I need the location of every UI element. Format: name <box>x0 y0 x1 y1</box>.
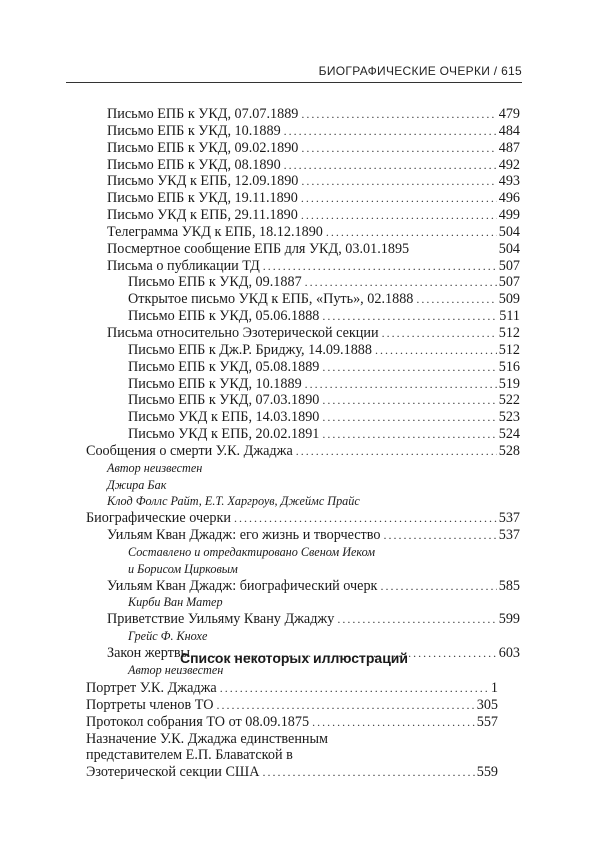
illustration-row <box>86 764 498 781</box>
toc-entry-title: Письма о публикации ТД <box>107 257 260 274</box>
leader-dots <box>284 123 497 140</box>
leader-dots <box>322 409 496 426</box>
illustrations-title: Список некоторых иллюстраций <box>179 650 409 666</box>
toc-entry-page: 524 <box>498 426 520 443</box>
toc-entry-title: Биографические очерки <box>86 510 231 527</box>
toc-entry-page: 493 <box>498 173 520 190</box>
toc-entry-title: Письмо УКД к ЕПБ, 14.03.1890 <box>128 409 320 426</box>
toc-entry-page: 496 <box>498 190 520 207</box>
illustration-page: 557 <box>476 713 498 730</box>
toc-entry <box>86 224 520 241</box>
illustration-title: Портрет У.К. Джаджа <box>86 680 217 696</box>
toc-entry-title: Письмо ЕПБ к УКД, 08.1890 <box>107 156 281 173</box>
illustration-title: Протокол собрания ТО от 08.09.1875 <box>86 713 310 730</box>
toc-entry-page: 479 <box>498 106 520 122</box>
illustration-row <box>86 680 498 697</box>
toc-entry-page: 537 <box>498 510 520 527</box>
toc-entry-page: 499 <box>498 207 520 224</box>
leader-dots <box>322 308 497 325</box>
toc-entry-page: 511 <box>499 308 520 325</box>
toc-entry-title: Письмо ЕПБ к УКД, 07.07.1889 <box>107 106 299 122</box>
toc-entry <box>86 291 520 308</box>
toc-entry-title: Письмо ЕПБ к УКД, 05.06.1888 <box>128 308 320 325</box>
leader-dots <box>305 376 497 393</box>
toc-entry-title: Телеграмма УКД к ЕПБ, 18.12.1890 <box>107 223 323 240</box>
toc-entry <box>86 140 520 157</box>
toc-entry <box>86 527 520 544</box>
toc-entry-title: Письмо ЕПБ к Дж.Р. Бриджу, 14.09.1888 <box>128 341 372 358</box>
toc-entry <box>86 106 520 123</box>
toc-entry-page: 512 <box>498 341 520 358</box>
toc-entry-title: Посмертное сообщение ЕПБ для УКД, 03.01.1895 <box>107 240 410 257</box>
toc-entry <box>86 342 520 359</box>
toc-entry <box>86 376 520 393</box>
illustration-row <box>86 697 498 714</box>
toc-entry <box>86 274 520 291</box>
toc-entry <box>86 611 520 628</box>
leader-dots <box>262 764 474 781</box>
illustration-title: Портреты членов ТО <box>86 696 214 713</box>
leader-dots <box>375 342 497 359</box>
toc-entry-title: Приветствие Уильяму Квану Джаджу <box>107 611 335 628</box>
leader-dots <box>296 443 497 460</box>
toc-entry-page: 507 <box>498 274 520 291</box>
leader-dots <box>337 611 496 628</box>
toc-author: Клод Фоллс Райт, Е.Т. Харгроув, Джеймс Прайс <box>107 494 360 509</box>
toc-entry-page: 504 <box>498 223 520 240</box>
toc-entry-page: 504 <box>498 240 520 257</box>
toc-entry <box>86 241 520 258</box>
toc-entry-page: 599 <box>498 611 520 628</box>
toc-entry-title: Открытое письмо УКД к ЕПБ, «Путь», 02.1888 <box>128 291 414 308</box>
leader-dots <box>416 291 496 308</box>
toc-entry-title: Уильям Кван Джадж: биографический очерк <box>107 577 378 594</box>
toc-entry-title: Письма относительно Эзотерической секции <box>107 324 379 341</box>
header-rule <box>66 82 522 83</box>
toc-entry-title: Письмо ЕПБ к УКД, 10.1889 <box>128 375 302 392</box>
toc-entry <box>86 258 520 275</box>
leader-dots <box>301 140 496 157</box>
leader-dots <box>380 578 496 595</box>
toc-entry-page: 603 <box>498 645 520 661</box>
toc-entry-title: Письмо ЕПБ к УКД, 19.11.1890 <box>107 190 298 207</box>
toc-entry-page: 507 <box>498 257 520 274</box>
leader-dots <box>263 258 497 275</box>
toc-entry <box>86 409 520 426</box>
toc-entry <box>86 207 520 224</box>
toc-entry <box>86 123 520 140</box>
toc-entry-title: Письмо ЕПБ к УКД, 10.1889 <box>107 122 281 139</box>
toc-entry-title: Письмо УКД к ЕПБ, 29.11.1890 <box>107 207 298 224</box>
leader-dots <box>322 426 496 443</box>
toc-author: Джира Бак <box>107 477 167 492</box>
toc-entry-page: 492 <box>498 156 520 173</box>
toc-author: и Борисом Цирковым <box>128 561 238 576</box>
toc-entry-title: Письмо ЕПБ к УКД, 05.08.1889 <box>128 358 320 375</box>
toc-entry-title: Письмо ЕПБ к УКД, 09.02.1890 <box>107 139 299 156</box>
toc-author: Автор неизвестен <box>128 662 224 677</box>
toc-entry-page: 512 <box>498 324 520 341</box>
leader-dots <box>305 274 497 291</box>
leader-dots <box>322 392 496 409</box>
leader-dots <box>234 510 497 527</box>
leader-dots <box>301 207 497 224</box>
toc-entry-page: 537 <box>498 527 520 544</box>
illustration-title: Эзотерической секции США <box>86 764 260 781</box>
toc-entry-title: Письмо ЕПБ к УКД, 07.03.1890 <box>128 392 320 409</box>
leader-dots <box>383 527 496 544</box>
leader-dots <box>382 325 497 342</box>
toc-entry-page: 487 <box>498 139 520 156</box>
leader-dots <box>220 680 489 697</box>
toc-entry <box>86 325 520 342</box>
toc-entry-page: 585 <box>498 577 520 594</box>
toc-entry <box>86 157 520 174</box>
toc-entry-title: Уильям Кван Джадж: его жизнь и творчество <box>107 527 381 544</box>
toc-entry <box>86 308 520 325</box>
toc-entry-page: 528 <box>498 442 520 459</box>
illustrations-list <box>86 680 498 781</box>
leader-dots <box>312 714 475 731</box>
toc-entry-page: 516 <box>498 358 520 375</box>
leader-dots <box>301 173 496 190</box>
toc-entry <box>86 392 520 409</box>
illustration-line: представителем Е.П. Блаватской в <box>86 747 293 764</box>
leader-dots <box>301 190 497 207</box>
leader-dots <box>284 157 497 174</box>
toc-author: Составлено и отредактировано Свеном Иеком <box>128 544 376 559</box>
illustration-row <box>86 714 498 731</box>
illustration-page: 1 <box>490 680 498 696</box>
toc-entry <box>86 359 520 376</box>
toc-entry-title: Письмо УКД к ЕПБ, 12.09.1890 <box>107 173 299 190</box>
toc-entry <box>86 173 520 190</box>
leader-dots <box>216 697 474 714</box>
illustration-page: 559 <box>476 764 498 781</box>
leader-dots <box>301 106 496 123</box>
toc-author: Кирби Ван Матер <box>128 595 223 610</box>
toc-entry-page: 522 <box>498 392 520 409</box>
toc-entry-title: Письмо УКД к ЕПБ, 20.02.1891 <box>128 426 320 443</box>
toc-entry-title: Закон жертвы <box>107 645 191 661</box>
toc-entry-title: Письмо ЕПБ к УКД, 09.1887 <box>128 274 302 291</box>
toc-entry <box>86 510 520 527</box>
toc-entry-page: 509 <box>498 291 520 308</box>
running-header: БИОГРАФИЧЕСКИЕ ОЧЕРКИ / 615 <box>318 64 522 78</box>
toc-entry-page: 519 <box>498 375 520 392</box>
toc-author: Грейс Ф. Кнохе <box>128 629 208 644</box>
illustration-line: Назначение У.К. Джаджа единственным <box>86 730 329 747</box>
toc-entry <box>86 426 520 443</box>
leader-dots <box>322 359 496 376</box>
toc-entry-page: 523 <box>498 409 520 426</box>
toc-entry-page: 484 <box>498 122 520 139</box>
toc-author: Автор неизвестен <box>107 460 203 475</box>
table-of-contents <box>86 106 520 679</box>
leader-dots <box>326 224 497 241</box>
toc-entry <box>86 578 520 595</box>
toc-entry <box>86 190 520 207</box>
toc-entry-title: Сообщения о смерти У.К. Джаджа <box>86 442 293 459</box>
toc-entry <box>86 443 520 460</box>
illustration-page: 305 <box>476 696 498 713</box>
